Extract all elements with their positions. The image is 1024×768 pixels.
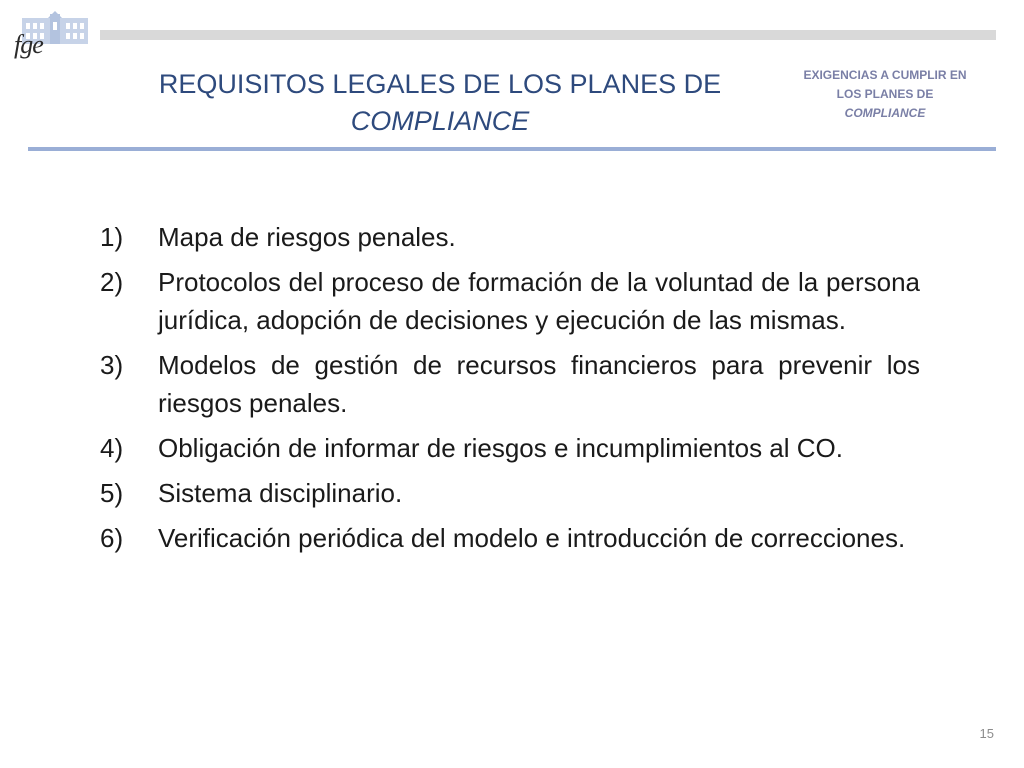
list-item-number: 3) xyxy=(100,350,124,380)
list-item-number: 5) xyxy=(100,478,124,508)
page-title xyxy=(150,66,730,140)
header-divider xyxy=(28,147,996,151)
section-tag-line2: LOS PLANES DE xyxy=(836,87,934,101)
list-item-text: Mapa de riesgos penales. xyxy=(158,222,456,252)
list-item-text: Modelos de gestión de recursos financieros para prevenir los riesgos penales. xyxy=(158,350,920,418)
list-item-text: Protocolos del proceso de formación de la voluntad de la persona jurídica, adopción de decisiones y ejecución de las mismas. xyxy=(158,267,920,335)
page-title-line2: COMPLIANCE xyxy=(350,106,530,136)
list-item-number: 2) xyxy=(100,267,124,297)
list-item-number: 1) xyxy=(100,222,124,252)
page-number: 15 xyxy=(979,726,994,741)
requirements-list xyxy=(100,218,920,564)
list-item xyxy=(100,218,920,256)
list-item xyxy=(100,474,920,512)
list-item-number: 4) xyxy=(100,433,124,463)
list-item xyxy=(100,429,920,467)
list-item-number: 6) xyxy=(100,523,124,553)
list-item xyxy=(100,263,920,339)
header-top-bar xyxy=(100,30,996,40)
logo-text: fge xyxy=(14,30,43,59)
page-title-line1: REQUISITOS LEGALES DE LOS PLANES DE xyxy=(158,69,722,99)
section-tag xyxy=(782,66,988,123)
list-item xyxy=(100,346,920,422)
section-tag-line3: COMPLIANCE xyxy=(844,106,926,120)
list-item-text: Sistema disciplinario. xyxy=(158,478,403,508)
section-tag-line1: EXIGENCIAS A CUMPLIR EN xyxy=(803,68,967,82)
list-item xyxy=(100,519,920,557)
list-item-text: Verificación periódica del modelo e introducción de correcciones. xyxy=(158,523,906,553)
list-item-text: Obligación de informar de riesgos e incumplimientos al CO. xyxy=(158,433,843,463)
